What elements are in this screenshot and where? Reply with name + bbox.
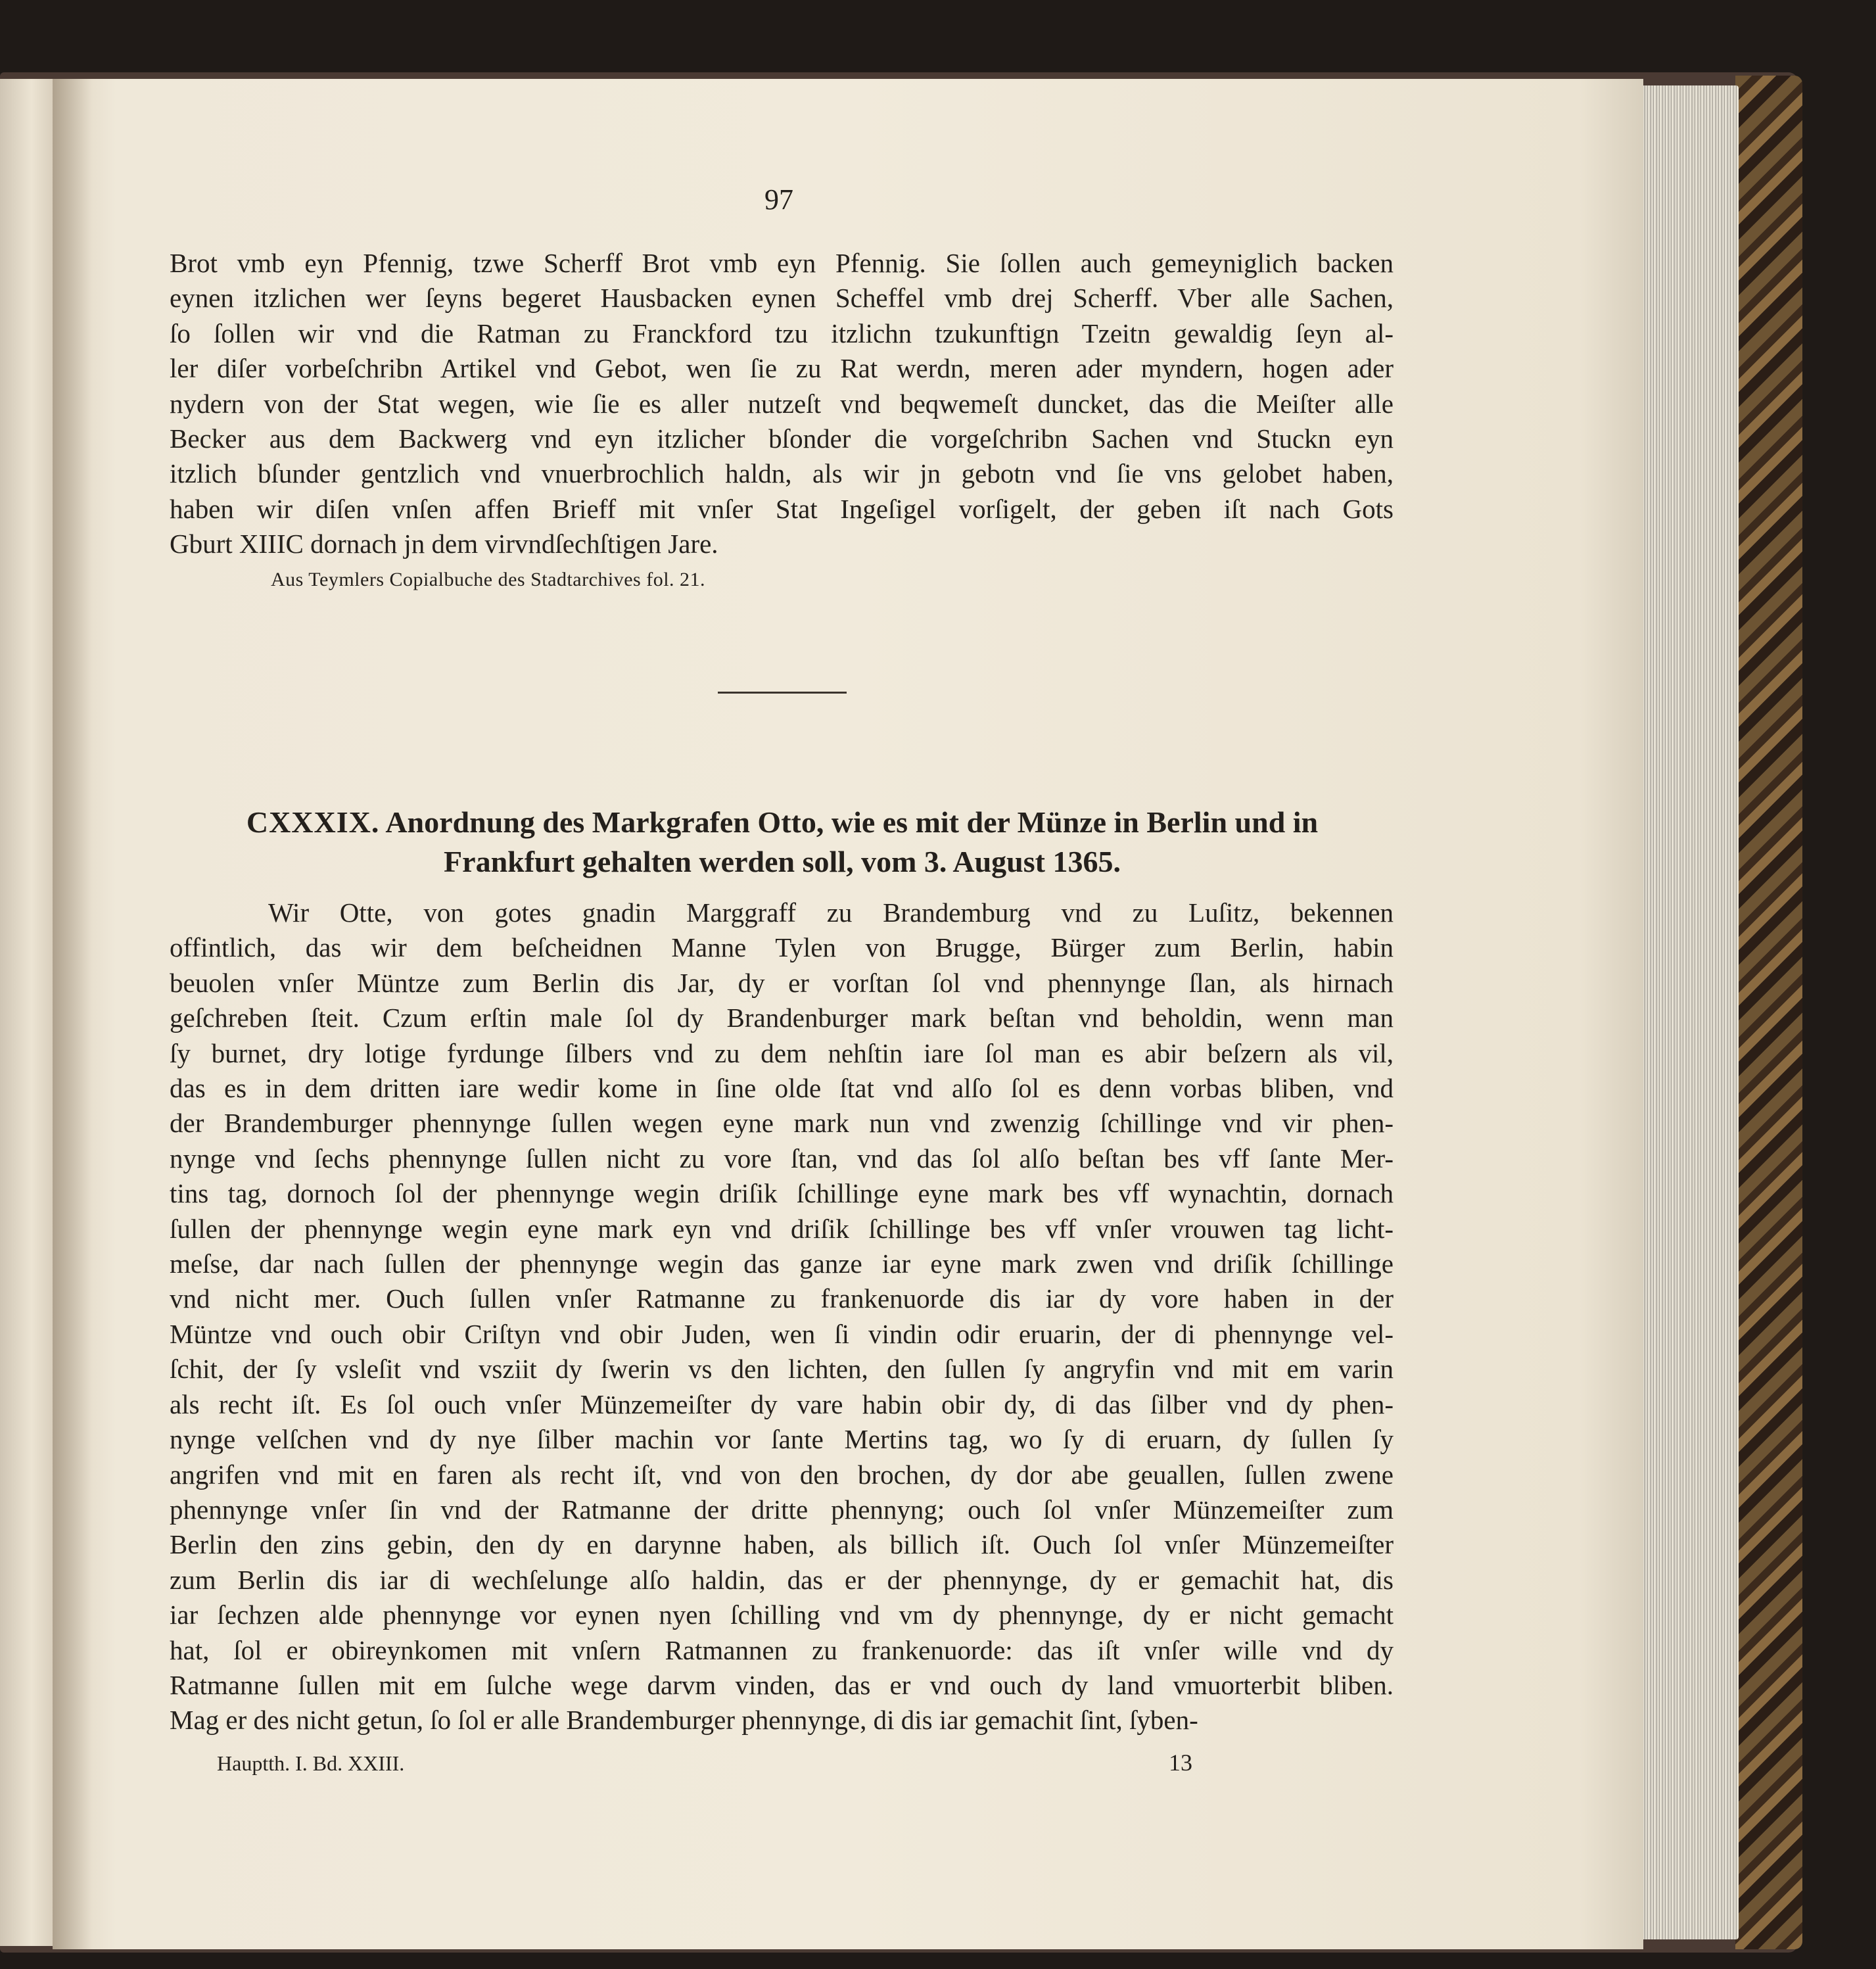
main-paragraph-line: Ratmanne ſullen mit em ſulche wege darvm vinden, das er vnd ouch dy land vmuorterbit bliben. [170,1669,1394,1700]
heading-line-1: Anordnung des Markgrafen Otto, wie es mit der Münze in Berlin und in [385,805,1319,839]
footer-signature: Hauptth. I. Bd. XXIII. [217,1751,405,1775]
marbled-cover-edge [1735,76,1802,1949]
top-paragraph-line: Brot vmb eyn Pfennig, tzwe Scherff Brot vmb eyn Pfennig. Sie ſollen auch gemeyniglich backen [170,248,1394,278]
main-paragraph-line: vnd nicht mer. Ouch ſullen vnſer Ratmanne zu frankenuorde dis iar dy vore haben in der [170,1283,1394,1314]
main-paragraph-line: angrifen vnd mit en faren als recht iſt, vnd von den brochen, dy dor abe geuallen, ſullen zwene [170,1459,1394,1490]
main-paragraph-line: geſchreben ſteit. Czum erſtin male ſol dy Brandenburger mark beſtan vnd beholdin, wenn man [170,1003,1394,1033]
page-gutter-shadow [53,79,92,1949]
main-paragraph-line: zum Berlin dis iar di wechſelunge alſo haldin, das er der phennynge, dy er gemachit hat, dis [170,1564,1394,1595]
main-paragraph-line: phennynge vnſer ſin vnd der Ratmanne der dritte phennyng; ouch ſol vnſer Münzemeiſter zum [170,1494,1394,1525]
main-paragraph-line: als recht iſt. Es ſol ouch vnſer Münzemeiſter dy vare habin obir dy, di das ſilber vnd dy phen- [170,1388,1394,1419]
top-paragraph-line: eynen itzlichen wer ſeyns begeret Hausbacken eynen Scheffel vmb drej Scherff. Vber alle Sachen, [170,283,1394,314]
footer-sheet-number: 13 [1169,1749,1192,1776]
main-paragraph-line: Müntze vnd ouch obir Criſtyn vnd obir Juden, wen ſi vindin odir eruarin, der di phennynge vel- [170,1318,1394,1349]
main-paragraph-line: tins tag, dornoch ſol der phennynge wegin driſik ſchillinge eyne mark bes vff wynachtin, dornach [170,1178,1394,1209]
main-paragraph-line: beuolen vnſer Müntze zum Berlin dis Jar, dy er vorſtan ſol vnd phennynge ſlan, als hirnach [170,967,1394,998]
top-paragraph-line: itzlich bſunder gentzlich vnd vnuerbrochlich haldn, als wir jn gebotn vnd ſie vns gelobet haben, [170,458,1394,489]
main-paragraph-line: meſse, dar nach ſullen der phennynge wegin das ganze iar eyne mark zwen vnd driſik ſchillinge [170,1248,1394,1279]
main-paragraph-line: ſchit, der ſy vsleſit vnd vsziit dy ſwerin vs den lichten, den ſullen ſy angryfin vnd mit em varin [170,1354,1394,1385]
main-paragraph-line: offintlich, das wir dem beſcheidnen Manne Tylen von Brugge, Bürger zum Berlin, habin [170,932,1394,963]
main-paragraph-line: ſy burnet, dry lotige fyrdunge ſilbers vnd zu dem nehſtin iare ſol man es abir beſzern als vil, [170,1037,1394,1068]
top-paragraph-line: ler diſer vorbeſchribn Artikel vnd Gebot, wen ſie zu Rat werdn, meren ader myndern, hogen ader [170,353,1394,384]
main-paragraph-line: das es in dem dritten iare wedir kome in ſine olde ſtat vnd alſo ſol es denn vorbas bliben, vnd [170,1073,1394,1104]
main-paragraph-line: iar ſechzen alde phennynge vor eynen nyen ſchilling vnd vm dy phennynge, dy er nicht gemacht [170,1600,1394,1630]
main-paragraph-line: Wir Otte, von gotes gnadin Marggraff zu Brandemburg vnd zu Luſitz, bekennen [268,897,1394,928]
main-paragraph-line: Mag er des nicht getun, ſo ſol er alle Brandemburger phennynge, di dis iar gemachit ſint, ſyben- [170,1705,1198,1736]
facing-page-edge [0,79,53,1946]
main-paragraph-line: nynge vnd ſechs phennynge ſullen nicht zu vore ſtan, vnd das ſol alſo beſtan bes vff ſante Mer- [170,1143,1394,1174]
main-paragraph-line: Berlin den zins gebin, den dy en darynne haben, als billich iſt. Ouch ſol vnſer Münzemeiſter [170,1529,1394,1560]
page-number: 97 [764,183,793,216]
top-paragraph-line: Gburt XIIIC dornach jn dem virvndſechſtigen Jare. [170,529,718,559]
top-paragraph-line: Becker aus dem Backwerg vnd eyn itzlicher bſonder die vorgeſchribn Sachen vnd Stuckn eyn [170,423,1394,454]
top-paragraph-line: nydern von der Stat wegen, wie ſie es aller nutzeſt vnd beqwemeſt duncket, das die Meiſter alle [170,388,1394,419]
top-paragraph-line: ſo ſollen wir vnd die Ratman zu Franckford tzu itzlichn tzukunftign Tzeitn gewaldig ſeyn al- [170,318,1394,348]
top-paragraph [170,246,1394,562]
heading-number: CXXXIX. [246,805,380,839]
source-note: Aus Teymlers Copialbuche des Stadtarchives fol. 21. [271,569,706,590]
page-edges [1630,85,1739,1939]
main-paragraph-line: nynge velſchen vnd dy nye ſilber machin vor ſante Mertins tag, wo ſy di eruarn, dy ſullen ſy [170,1424,1394,1455]
main-paragraph-line: ſullen der phennynge wegin eyne mark eyn vnd driſik ſchillinge bes vff vnſer vrouwen tag licht- [170,1213,1394,1244]
main-paragraph-line: hat, ſol er obireynkomen mit vnſern Ratmannen zu frankenuorde: das iſt vnſer wille vnd dy [170,1634,1394,1665]
main-paragraph-line: der Brandemburger phennynge ſullen wegen eyne mark nun vnd zwenzig ſchillinge vnd vir phen- [170,1108,1394,1139]
section-divider [718,692,847,694]
document-heading [217,803,1348,882]
top-paragraph-line: haben wir diſen vnſen affen Brieff mit vnſer Stat Ingeſigel vorſigelt, der geben iſt nach Gots [170,493,1394,524]
main-paragraph [170,895,1394,1738]
heading-line-2: Frankfurt gehalten werden soll, vom 3. August 1365. [444,845,1121,878]
